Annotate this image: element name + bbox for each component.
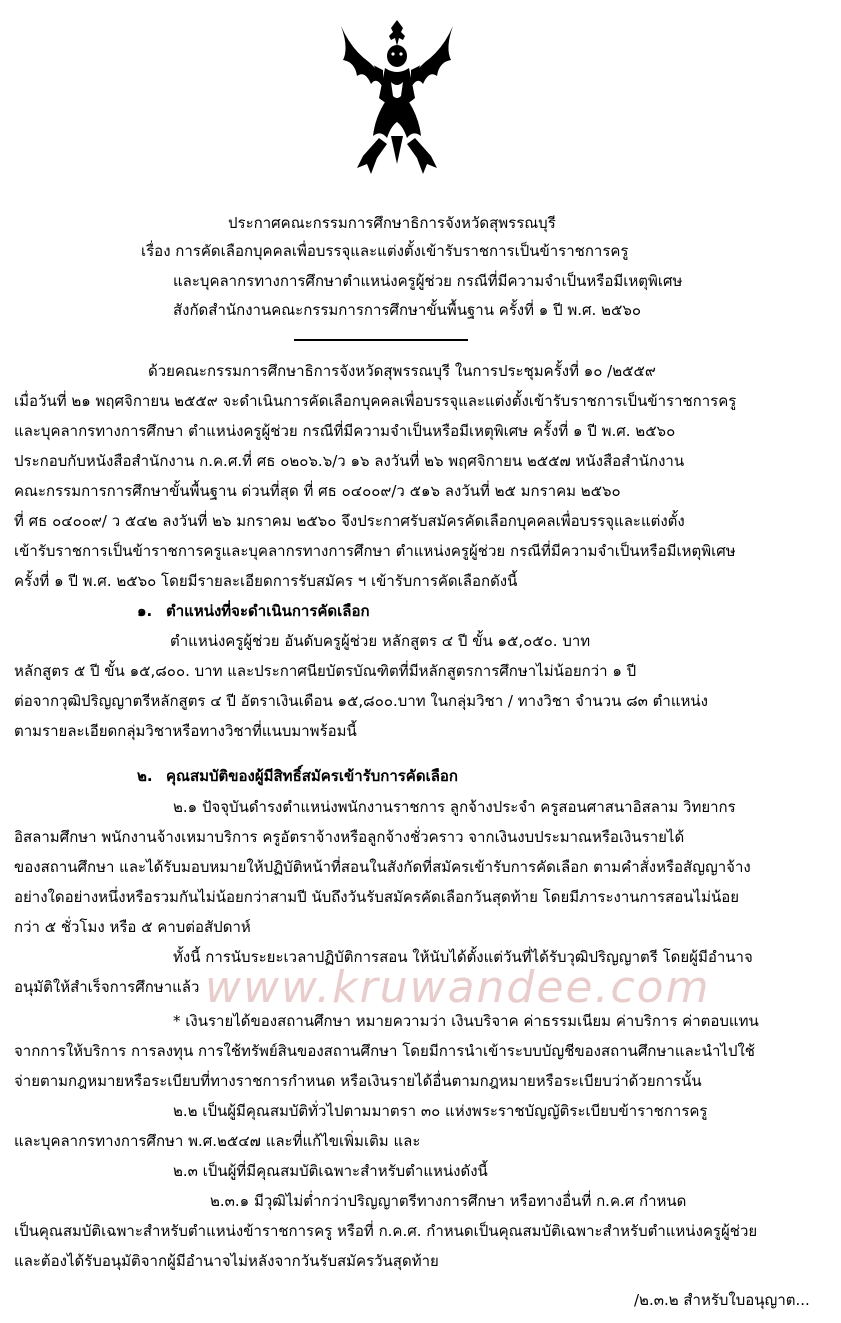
section-2-line: และบุคลากรทางการศึกษา พ.ศ.๒๕๔๗ และที่แก้ไขเพิ่มเติม และ (14, 1132, 421, 1150)
section-2-line: กว่า ๕ ชั่วโมง หรือ ๕ คาบต่อสัปดาห์ (14, 918, 251, 936)
section-2-number: ๒. (137, 767, 153, 785)
intro-line: เข้ารับราชการเป็นข้าราชการครูและบุคลากรทางการศึกษา ตำแหน่งครูผู้ช่วย กรณีที่มีความจำเป็นหรือมีเหตุพิเศษ (14, 542, 736, 560)
watermark: www.kruwandee.com (205, 962, 711, 1013)
section-2-line: จ่ายตามกฎหมายหรือระเบียบที่ทางราชการกำหนด หรือเงินรายได้อื่นตามกฎหมายหรือระเบียบว่าด้วยการนั้น (14, 1072, 702, 1090)
subject-line-2: และบุคลากรทางการศึกษาตำแหน่งครูผู้ช่วย กรณีที่มีความจำเป็นหรือมีเหตุพิเศษ (173, 272, 683, 290)
intro-line: เมื่อวันที่ ๒๑ พฤศจิกายน ๒๕๕๙ จะดำเนินการคัดเลือกบุคคลเพื่อบรรจุและแต่งตั้งเข้ารับราชการเป็นข้าราชการครู (14, 392, 737, 410)
section-2-line: อย่างใดอย่างหนึ่งหรือรวมกันไม่น้อยกว่าสามปี นับถึงวันรับสมัครคัดเลือกวันสุดท้าย โดยมีภาระงานการสอนไม่น้อย (14, 888, 740, 906)
section-2-line: ทั้งนี้ การนับระยะเวลาปฏิบัติการสอน ให้นับได้ตั้งแต่วันที่ได้รับวุฒิปริญญาตรี โดยผู้มีอำนาจ (173, 948, 753, 966)
title-divider (294, 339, 468, 341)
section-2-line: อิสลามศึกษา พนักงานจ้างเหมาบริการ ครูอัตราจ้างหรือลูกจ้างชั่วคราว จากเงินงบประมาณหรือเงินรายได้ (14, 828, 685, 846)
section-1-number: ๑. (137, 602, 153, 620)
intro-line: และบุคลากรทางการศึกษา ตำแหน่งครูผู้ช่วย กรณีที่มีความจำเป็นหรือมีเหตุพิเศษ ครั้งที่ ๑ ปี พ.ศ. ๒๕๖๐ (14, 422, 676, 440)
intro-line: คณะกรรมการการศึกษาขั้นพื้นฐาน ด่วนที่สุด ที่ ศธ ๐๔๐๐๙/ว ๕๑๖ ลงวันที่ ๒๕ มกราคม ๒๕๖๐ (14, 482, 621, 500)
section-2-line: ๒.๑ ปัจจุบันดำรงตำแหน่งพนักงานราชการ ลูกจ้างประจำ ครูสอนศาสนาอิสลาม วิทยากร (173, 798, 736, 816)
section-2-line: ๒.๓.๑ มีวุฒิไม่ต่ำกว่าปริญญาตรีทางการศึกษา หรือทางอื่นที่ ก.ค.ศ กำหนด (210, 1192, 687, 1210)
intro-line: ที่ ศธ ๐๔๐๐๙/ ว ๕๔๒ ลงวันที่ ๒๖ มกราคม ๒๕๖๐ จึงประกาศรับสมัครคัดเลือกบุคคลเพื่อบรรจุและแต่งตั้ง (14, 512, 685, 530)
subject-line-3: สังกัดสำนักงานคณะกรรมการการศึกษาขั้นพื้นฐาน ครั้งที่ ๑ ปี พ.ศ. ๒๕๖๐ (173, 301, 641, 319)
section-2-line: อนุมัติให้สำเร็จการศึกษาแล้ว (14, 978, 200, 996)
section-2-heading: คุณสมบัติของผู้มีสิทธิ์สมัครเข้ารับการคัดเลือก (166, 767, 458, 785)
section-1-line: ต่อจากวุฒิปริญญาตรีหลักสูตร ๔ ปี อัตราเงินเดือน ๑๕,๘๐๐.บาท ในกลุ่มวิชา / ทางวิชา จำนวน ๘๓ ตำแหน่ง (14, 692, 708, 710)
section-1-heading: ตำแหน่งที่จะดำเนินการคัดเลือก (166, 602, 370, 620)
subject-line-1: เรื่อง การคัดเลือกบุคคลเพื่อบรรจุและแต่งตั้งเข้ารับราชการเป็นข้าราชการครู (141, 242, 629, 260)
section-2-line: และต้องได้รับอนุมัติจากผู้มีอำนาจไม่หลังจากวันรับสมัครวันสุดท้าย (14, 1252, 439, 1270)
section-2-line: * เงินรายได้ของสถานศึกษา หมายความว่า เงินบริจาค ค่าธรรมเนียม ค่าบริการ ค่าตอบแทน (173, 1012, 759, 1030)
intro-line: ครั้งที่ ๑ ปี พ.ศ. ๒๕๖๐ โดยมีรายละเอียดการรับสมัคร ฯ เข้ารับการคัดเลือกดังนี้ (14, 572, 518, 590)
page-continuation: /๒.๓.๒ สำหรับใบอนุญาต... (634, 1291, 810, 1309)
section-2-line: ๒.๓ เป็นผู้ที่มีคุณสมบัติเฉพาะสำหรับตำแหน่งดังนี้ (173, 1162, 488, 1180)
announcement-title: ประกาศคณะกรรมการศึกษาธิการจังหวัดสุพรรณบุรี (228, 214, 556, 232)
garuda-emblem (335, 18, 459, 178)
intro-line: ด้วยคณะกรรมการศึกษาธิการจังหวัดสุพรรณบุรี ในการประชุมครั้งที่ ๑๐ /๒๕๕๙ (148, 362, 656, 380)
section-2-line: ของสถานศึกษา และได้รับมอบหมายให้ปฏิบัติหน้าที่สอนในสังกัดที่สมัครเข้ารับการคัดเลือก ตามคำสั่งหรือสัญญาจ้าง (14, 858, 751, 876)
section-2-line: เป็นคุณสมบัติเฉพาะสำหรับตำแหน่งข้าราชการครู หรือที่ ก.ค.ศ. กำหนดเป็นคุณสมบัติเฉพาะสำหรับตำแหน่งครูผู้ช่วย (14, 1222, 758, 1240)
section-1-line: ตามรายละเอียดกลุ่มวิชาหรือทางวิชาที่แนบมาพร้อมนี้ (14, 722, 357, 740)
section-2-line: ๒.๒ เป็นผู้มีคุณสมบัติทั่วไปตามมาตรา ๓๐ แห่งพระราชบัญญัติระเบียบข้าราชการครู (173, 1102, 708, 1120)
intro-line: ประกอบกับหนังสือสำนักงาน ก.ค.ศ.ที่ ศธ ๐๒๐๖.๖/ว ๑๖ ลงวันที่ ๒๖ พฤศจิกายน ๒๕๕๗ หนังสือสำนักงาน (14, 452, 685, 470)
section-1-line: ตำแหน่งครูผู้ช่วย อันดับครูผู้ช่วย หลักสูตร ๔ ปี ขั้น ๑๕,๐๕๐. บาท (170, 632, 591, 650)
section-2-line: จากการให้บริการ การลงทุน การใช้ทรัพย์สินของสถานศึกษา โดยมีการนำเข้าระบบบัญชีของสถานศึกษาและนำไปใช้ (14, 1042, 755, 1060)
section-1-line: หลักสูตร ๕ ปี ขั้น ๑๕,๘๐๐. บาท และประกาศนียบัตรบัณฑิตที่มีหลักสูตรการศึกษาไม่น้อยกว่า ๑ ปี (14, 662, 637, 680)
